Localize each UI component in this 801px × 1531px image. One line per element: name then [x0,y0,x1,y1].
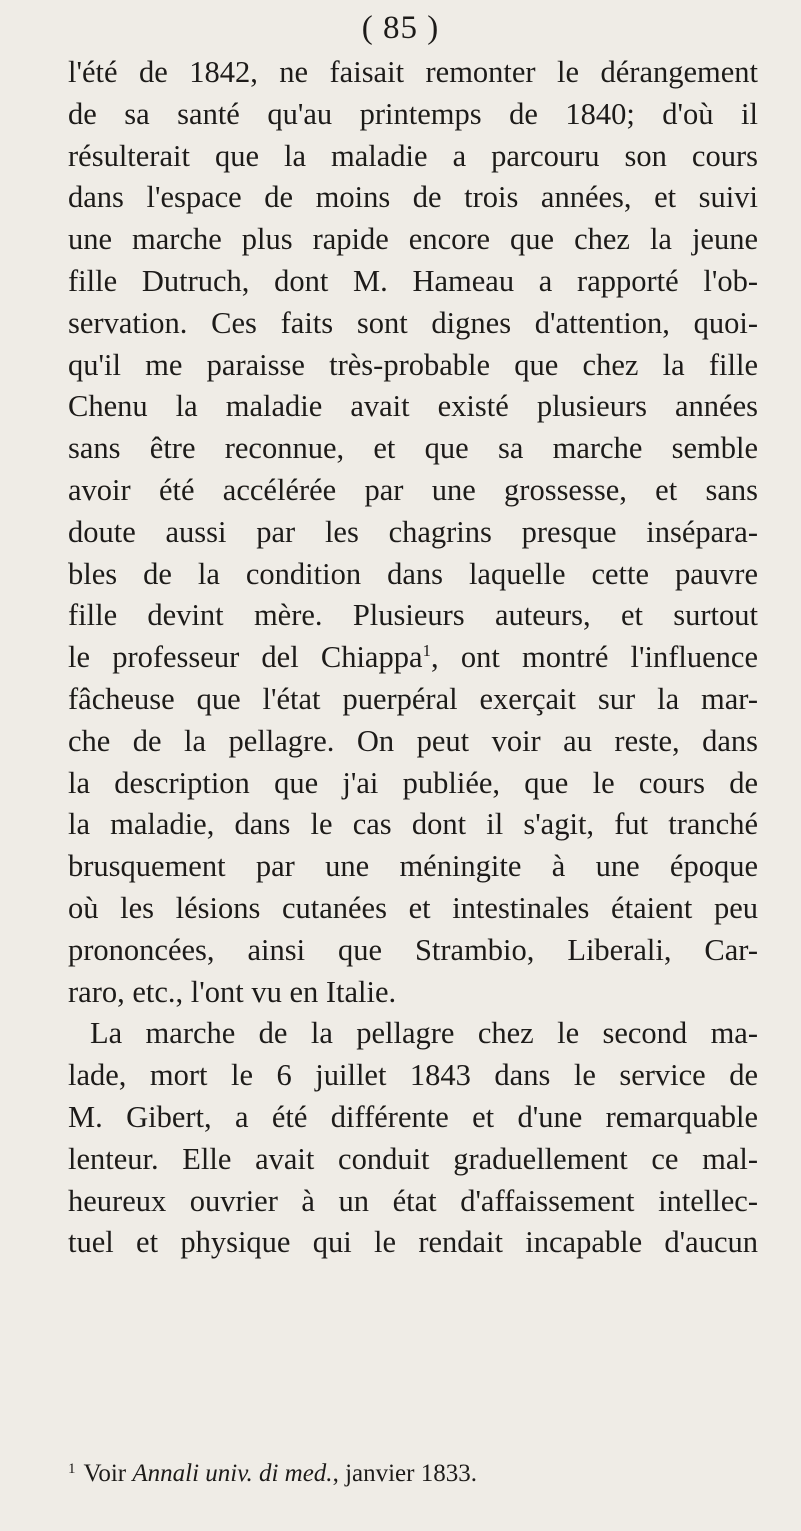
text-line-end: , ont montré l'influence [431,640,758,675]
text-line-with-footnote [68,637,758,679]
text-line: avoir été accélérée par une grossesse, et sans [68,472,758,507]
footnote-prefix: Voir [83,1460,127,1487]
paragraph-2 [68,1013,758,1264]
text-line: où les lésions cutanées et intestinales étaient peu [68,890,758,925]
text-line: la maladie, dans le cas dont il s'agit, fut tranché [68,807,758,842]
text-line: bles de la condition dans laquelle cette pauvre [68,556,758,591]
text-line: lenteur. Elle avait conduit graduellement ce mal- [68,1141,758,1176]
text-line: La marche de la pellagre chez le second ma- [90,1016,758,1051]
paragraph-1 [68,52,758,1013]
text-line: une marche plus rapide encore que chez la jeune [68,222,758,257]
text-line: brusquement par une méningite à une époque [68,849,758,884]
text-line: fille Dutruch, dont M. Hameau a rapporté l'ob- [68,263,758,298]
text-line: doute aussi par les chagrins presque insépara- [68,514,758,549]
text-line: la description que j'ai publiée, que le cours de [68,765,758,800]
text-line: fille devint mère. Plusieurs auteurs, et surtout [68,598,758,633]
footnote-reference: 1 [422,641,432,660]
text-line: résulterait que la maladie a parcouru son cours [68,138,758,173]
text-line: sans être reconnue, et que sa marche semble [68,431,758,466]
text-line: prononcées, ainsi que Strambio, Liberali, Car- [68,932,758,967]
footnote-mark: 1 [68,1461,76,1477]
text-line: servation. Ces faits sont dignes d'attention, quoi- [68,305,758,340]
footnote [68,1454,758,1489]
text-line: fâcheuse que l'état puerpéral exerçait sur la mar- [68,681,758,716]
page-number: ( 85 ) [361,10,440,46]
body-text [68,52,758,1264]
text-line: che de la pellagre. On peut voir au reste, dans [68,723,758,758]
text-line: raro, etc., l'ont vu en Italie. [68,974,397,1009]
text-line: Chenu la maladie avait existé plusieurs années [68,389,758,424]
text-line: heureux ouvrier à un état d'affaissement intellec- [68,1183,758,1218]
text-line-start: le professeur del Chiappa [68,640,423,675]
text-line: lade, mort le 6 juillet 1843 dans le service de [68,1058,758,1093]
text-line: M. Gibert, a été différente et d'une remarquable [68,1099,758,1134]
text-line: l'été de 1842, ne faisait remonter le dérangement [68,55,758,89]
text-line: tuel et physique qui le rendait incapable d'aucun [68,1225,758,1260]
text-line: dans l'espace de moins de trois années, et suivi [68,180,758,215]
footnote-suffix: , janvier 1833. [332,1460,477,1487]
footnote-citation-title: Annali univ. di med. [132,1460,333,1487]
text-line: de sa santé qu'au printemps de 1840; d'où il [68,96,758,131]
text-line: qu'il me paraisse très-probable que chez la fille [68,347,758,382]
